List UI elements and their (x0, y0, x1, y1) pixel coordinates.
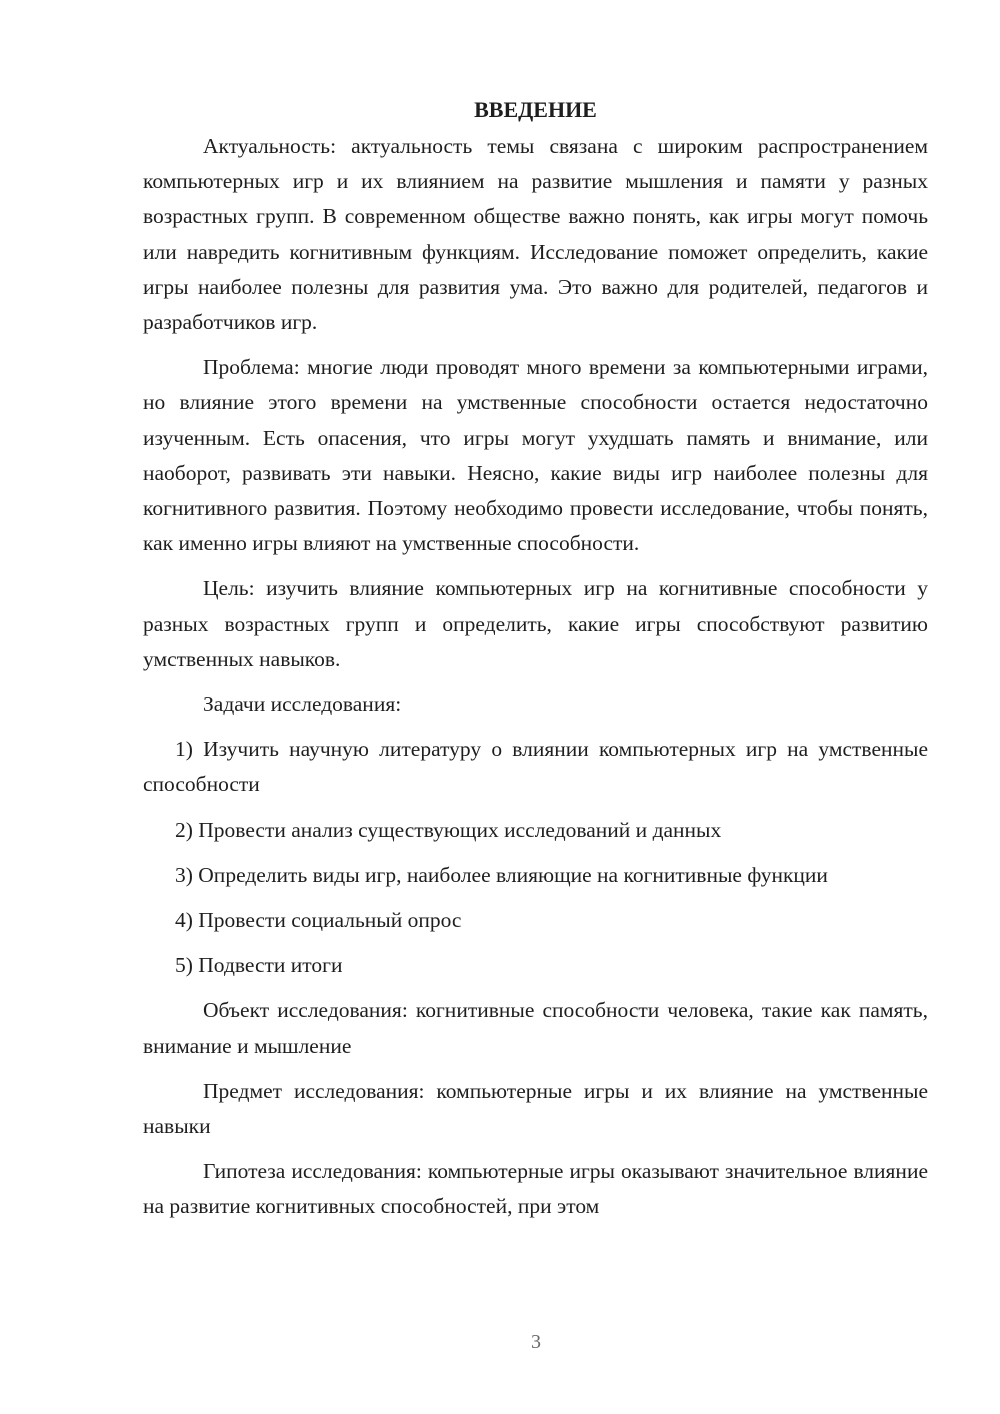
task-item: 5) Подвести итоги (175, 953, 343, 978)
object-paragraph: Объект исследования: когнитивные способности человека, такие как память, внимание и мышление (143, 998, 928, 1058)
problem-paragraph: Проблема: многие люди проводят много времени за компьютерными играми, но влияние этого времени на умственные способности остается недостаточно изученным. Есть опасения, что игры могут ухудшать память и внимание, или наоборот, развивать эти навыки. Неясно, какие виды игр наиболее полезны для когнитивного развития. Поэтому необходимо провести исследование, чтобы понять, как именно игры влияют на умственные способности. (143, 355, 928, 556)
subject-paragraph: Предмет исследования: компьютерные игры и их влияние на умственные навыки (143, 1078, 928, 1139)
relevance-paragraph: Актуальность: актуальность темы связана с широким распространением компьютерных игр и их влиянием на развитие мышления и памяти у разных возрастных групп. В современном обществе важно понять, как игры могут помочь или навредить когнитивным функциям. Исследование поможет определить, какие игры наиболее полезны для развития ума. Это важно для родителей, педагогов и разработчиков игр. (143, 134, 928, 335)
goal-paragraph: Цель: изучить влияние компьютерных игр на когнитивные способности у разных возрастных групп и определить, какие игры способствуют развитию умственных навыков. (143, 576, 928, 671)
hypothesis-paragraph: Гипотеза исследования: компьютерные игры оказывают значительное влияние на развитие когнитивных способностей, при этом (143, 1159, 928, 1219)
section-title: ВВЕДЕНИЕ (474, 97, 597, 122)
task-item: 4) Провести социальный опрос (175, 908, 462, 933)
document-page (143, 92, 928, 1235)
task-item: 1) Изучить научную литературу о влиянии компьютерных игр на умственные способности (143, 737, 928, 797)
task-item: 2) Провести анализ существующих исследований и данных (175, 817, 722, 842)
page-number: 3 (531, 1331, 541, 1353)
tasks-heading: Задачи исследования: (203, 692, 402, 717)
task-item: 3) Определить виды игр, наиболее влияющие на когнитивные функции (175, 862, 828, 887)
